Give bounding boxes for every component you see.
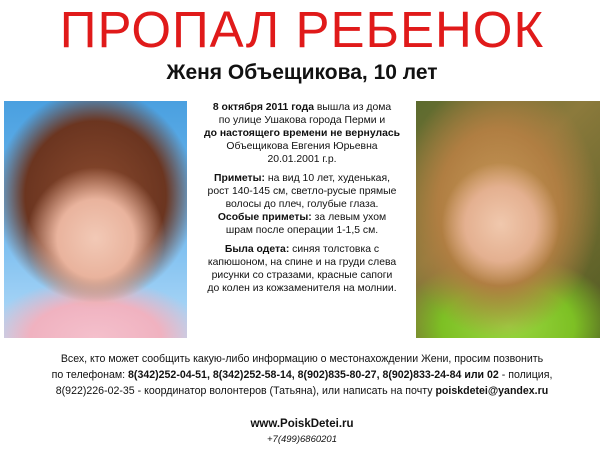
clothes-line-2: капюшоном, на спине и на груди слева: [207, 257, 397, 268]
special-text-1: за левым ухом: [311, 212, 387, 223]
clothes-label: Была одета:: [224, 244, 290, 255]
child-name: Женя Объещикова, 10 лет: [166, 61, 438, 84]
date-line: [190, 101, 414, 114]
date-bold: 8 октября 2011 года: [212, 102, 314, 113]
date-rest: вышла из дома: [313, 102, 392, 113]
special-label: Особые приметы:: [217, 212, 312, 223]
clothes-text-1: синяя толстовка с: [289, 244, 380, 255]
contact-phones: 8(342)252-04-51, 8(342)252-58-14, 8(902)835-80-27, 8(902)833-24-84 или 02: [128, 369, 499, 381]
contact-line-3: [0, 383, 604, 399]
not-returned-line: до настоящего времени не вернулась: [203, 128, 401, 139]
child-photo-left: [4, 101, 187, 338]
contact-line-1: Всех, кто может сообщить какую-либо информацию о местонахождении Жени, просим позвонить: [60, 353, 544, 365]
clothes-line-4: до колен из кожзаменителя на молнии.: [207, 283, 397, 294]
street-line: по улице Ушакова города Перми и: [218, 115, 386, 126]
signs-line-3: волосы до плеч, голубые глаза.: [225, 199, 379, 210]
special-line-2: шрам после операции 1-1,5 см.: [225, 225, 379, 236]
contact-block: [0, 351, 604, 399]
special-line-1: [190, 211, 414, 224]
signs-text-1: на вид 10 лет, худенькая,: [264, 173, 390, 184]
details-block: [190, 101, 414, 295]
clothes-line-3: рисунки со стразами, красные сапоги: [211, 270, 393, 281]
signs-label: Приметы:: [214, 173, 265, 184]
website-link[interactable]: www.PoiskDetei.ru: [250, 418, 354, 430]
poster-title: ПРОПАЛ РЕБЕНОК: [59, 1, 545, 58]
birth-line: 20.01.2001 г.р.: [267, 154, 337, 165]
clothes-line-1: [190, 243, 414, 256]
contact-phones-prefix: по телефонам:: [51, 369, 129, 381]
contact-phones-suffix: - полиция,: [498, 369, 553, 381]
signs-line-2: рост 140-145 см, светло-русые прямые: [207, 186, 397, 197]
volunteer-text: - координатор волонтеров (Татьяна), или написать на почту: [134, 385, 436, 397]
full-name-line: Объещикова Евгения Юрьевна: [226, 141, 378, 152]
child-photo-right: [416, 101, 600, 338]
contact-email[interactable]: poiskdetei@yandex.ru: [435, 385, 549, 397]
contact-line-2: [0, 367, 604, 383]
volunteer-phone: 8(922)226-02-35: [55, 385, 135, 397]
signs-line-1: [190, 172, 414, 185]
hotline-phone: +7(499)6860201: [267, 434, 337, 445]
